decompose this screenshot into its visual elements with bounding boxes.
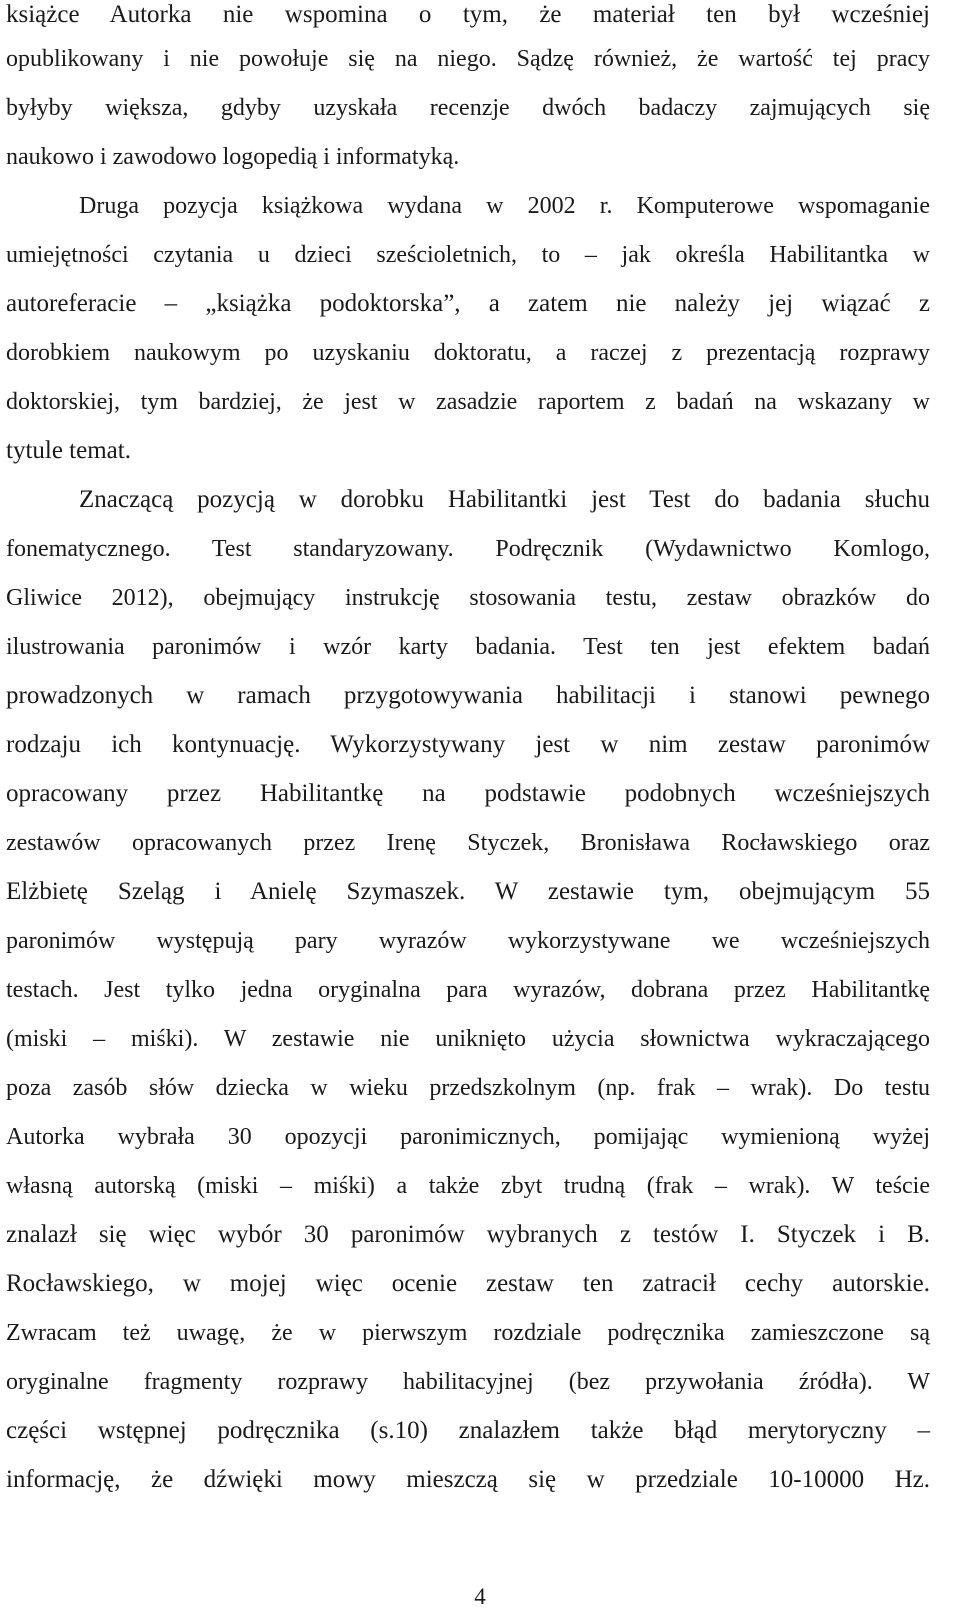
text-line: własną autorską (miski – miśki) a także zbyt trudną (frak – wrak). W teście xyxy=(6,1173,930,1199)
text-line: (miski – miśki). W zestawie nie uniknięto użycia słownictwa wykraczającego xyxy=(6,1026,930,1052)
text-line: fonematycznego. Test standaryzowany. Podręcznik (Wydawnictwo Komlogo, xyxy=(6,536,930,562)
text-line: doktorskiej, tym bardziej, że jest w zasadzie raportem z badań na wskazany w xyxy=(6,389,930,415)
text-line: ilustrowania paronimów i wzór karty badania. Test ten jest efektem badań xyxy=(6,634,930,660)
text-line: rodzaju ich kontynuację. Wykorzystywany jest w nim zestaw paronimów xyxy=(6,731,930,758)
text-line: Gliwice 2012), obejmujący instrukcję stosowania testu, zestaw obrazków do xyxy=(6,585,930,611)
text-line: Druga pozycja książkowa wydana w 2002 r. Komputerowe wspomaganie xyxy=(79,193,930,219)
text-line: Znaczącą pozycją w dorobku Habilitantki jest Test do badania słuchu xyxy=(79,486,930,513)
text-line: umiejętności czytania u dzieci sześcioletnich, to – jak określa Habilitantka w xyxy=(6,242,930,268)
text-line: Elżbietę Szeląg i Anielę Szymaszek. W zestawie tym, obejmującym 55 xyxy=(6,878,930,905)
text-line: poza zasób słów dziecka w wieku przedszkolnym (np. frak – wrak). Do testu xyxy=(6,1075,930,1101)
text-line: informację, że dźwięki mowy mieszczą się w przedziale 10-10000 Hz. xyxy=(6,1466,930,1493)
text-line: tytule temat. xyxy=(6,437,131,464)
text-line: naukowo i zawodowo logopedią i informatyką. xyxy=(6,144,460,170)
text-line: Autorka wybrała 30 opozycji paronimicznych, pomijając wymienioną wyżej xyxy=(6,1124,930,1150)
text-line: opracowany przez Habilitantkę na podstawie podobnych wcześniejszych xyxy=(6,780,930,807)
text-line: Zwracam też uwagę, że w pierwszym rozdziale podręcznika zamieszczone są xyxy=(6,1320,930,1346)
text-line: prowadzonych w ramach przygotowywania habilitacji i stanowi pewnego xyxy=(6,682,930,709)
text-line: książce Autorka nie wspomina o tym, że materiał ten był wcześniej xyxy=(6,1,930,28)
text-line: paronimów występują pary wyrazów wykorzystywane we wcześniejszych xyxy=(6,928,930,954)
page-number: 4 xyxy=(474,1584,486,1609)
text-line: opublikowany i nie powołuje się na niego. Sądzę również, że wartość tej pracy xyxy=(6,46,930,72)
text-line: Rocławskiego, w mojej więc ocenie zestaw ten zatracił cechy autorskie. xyxy=(6,1270,930,1297)
text-line: autoreferacie – „książka podoktorska”, a zatem nie należy jej wiązać z xyxy=(6,290,930,317)
text-line: znalazł się więc wybór 30 paronimów wybranych z testów I. Styczek i B. xyxy=(6,1221,930,1248)
text-line: byłyby większa, gdyby uzyskała recenzje dwóch badaczy zajmujących się xyxy=(6,95,930,121)
text-line: zestawów opracowanych przez Irenę Styczek, Bronisława Rocławskiego oraz xyxy=(6,830,930,856)
text-line: dorobkiem naukowym po uzyskaniu doktoratu, a raczej z prezentacją rozprawy xyxy=(6,340,930,366)
text-line: części wstępnej podręcznika (s.10) znalazłem także błąd merytoryczny – xyxy=(6,1417,930,1444)
text-line: oryginalne fragmenty rozprawy habilitacyjnej (bez przywołania źródła). W xyxy=(6,1369,930,1395)
text-line: testach. Jest tylko jedna oryginalna para wyrazów, dobrana przez Habilitantkę xyxy=(6,977,930,1003)
